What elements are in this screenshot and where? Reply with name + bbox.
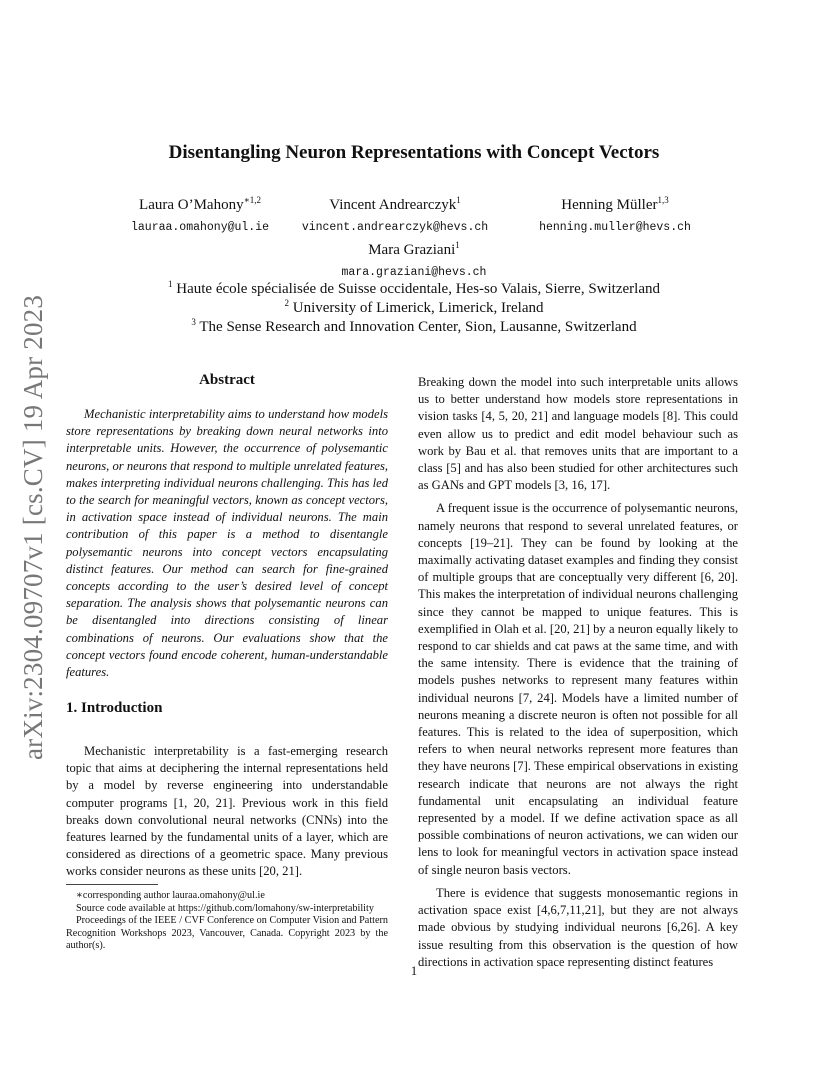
affiliation: [0, 298, 828, 317]
author-block: [290, 195, 500, 234]
author-name: Henning Müller: [561, 197, 658, 213]
affiliation: [0, 317, 828, 336]
footnote-divider: [66, 884, 158, 885]
affiliation-sup: 1: [168, 279, 173, 289]
author-sup: 1: [455, 240, 460, 250]
body-paragraph: A frequent issue is the occurrence of polysemantic neurons, namely neurons that respond to several unrelated features, or concepts [19–21]. They can be found by looking at the maximally activating dataset examples and finding they consist of multiple groups that are conceptually very different [6, 20]. This makes the interpretation of individual neurons challenging since they cannot be mapped to unique features. This is exemplified in Olah et al. [20, 21] by a neuron equally likely to respond to car shields and cat paws at the same time, and with the same intensity. There is evidence that the training of models pushes networks to represent many features within individual neurons [7, 24]. Models have a limited number of neurons meaning a discrete neuron is often not possible for all features. This is related to the idea of superposition, which refers to when neural networks represent more features than they have neurons [7]. These empirical observations in existing research indicate that neurons are not always the right fundamental unit encapsulating an individual feature represented by a model. If we define activation space as all possible combinations of neuron activations, we can widen our lens to look for meaningful vectors in activation space instead of single neuron basis vectors.: [418, 501, 739, 877]
author-block: [520, 195, 710, 234]
abstract-body: [66, 406, 388, 681]
affiliation-sup: 3: [191, 317, 196, 327]
abstract-heading: Abstract: [199, 372, 255, 388]
author-block: [100, 195, 300, 234]
author-email: vincent.andrearczyk@hevs.ch: [301, 221, 489, 234]
affiliation-text: The Sense Research and Innovation Center, Sion, Lausanne, Switzerland: [199, 319, 637, 335]
author-name: Laura O’Mahony: [139, 197, 244, 213]
abstract-text: Mechanistic interpretability aims to understand how models store representations by breaking down neural networks into interpretable units. However, the occurrence of polysemantic neurons, or neurons that respond to multiple unrelated features, makes interpreting individual neurons challenging. This has led to the search for meaningful vectors, known as concept vectors, in activation space instead of individual neurons. The main contribution of this paper is a method to disentangle polysemantic neurons into concept vectors encapsulating distinct features. Our method can search for fine-grained concepts according to the user’s desired level of concept separation. The analysis shows that polysemantic neurons can be disentangled into directions consisting of linear combinations of neurons. Our evaluations show that the concept vectors found encode coherent, human-understandable features.: [66, 407, 388, 680]
affiliation-text: Haute école spécialisée de Suisse occidentale, Hes-so Valais, Sierre, Switzerland: [176, 281, 660, 297]
intro-body: [66, 743, 388, 881]
intro-heading: 1. Introduction: [66, 700, 163, 716]
author-email: mara.graziani@hevs.ch: [341, 266, 487, 279]
page-number: 1: [410, 964, 418, 978]
affiliation: [0, 279, 828, 298]
author-block: [314, 240, 514, 279]
author-sup: ∗1,2: [243, 195, 261, 205]
author-email: henning.muller@hevs.ch: [539, 221, 691, 234]
arxiv-side-stamp: arXiv:2304.09707v1 [cs.CV] 19 Apr 2023: [18, 294, 48, 760]
paper-title: Disentangling Neuron Representations with Concept Vectors: [168, 142, 660, 163]
body-paragraph: There is evidence that suggests monosemantic regions in activation space exist [4,6,7,11,21], but they are not always made obvious by studying individual neurons [6,26]. A key issue resulting from this observation is the question of how directions in activation space representing distinct features: [418, 885, 738, 969]
footnote: Proceedings of the IEEE / CVF Conference on Computer Vision and Pattern Recognition Workshops 2023, Vancouver, Canada. Copyright 2023 by the author(s).: [66, 915, 388, 952]
author-email: lauraa.omahony@ul.ie: [130, 221, 270, 234]
footnotes: [66, 890, 388, 953]
footnote: [66, 903, 388, 916]
affiliation-text: University of Limerick, Limerick, Ireland: [292, 300, 544, 316]
author-name: Vincent Andrearczyk: [329, 197, 457, 213]
author-sup: 1: [456, 195, 461, 205]
author-sup: 1,3: [657, 195, 669, 205]
right-column: [418, 374, 738, 971]
author-name: Mara Graziani: [368, 242, 456, 258]
body-paragraph: Breaking down the model into such interpretable units allows us to better understand how models store representations in vision tasks [4, 5, 20, 21] and language models [8]. This could even allow us to predict and edit model behaviour such as work by Bau et al. that removes units that are important to a class [5] and has also been studied for other architectures such as GANs and GPT models [3, 16, 17].: [418, 375, 738, 493]
footnote-text: Source code available at https://github.com/lomahony/sw-interpretability: [76, 902, 374, 914]
intro-paragraph: Mechanistic interpretability is a fast-emerging research topic that aims at deciphering the internal representations held by a model by reverse engineering into understandable computer programs [1, 20, 21]. Previous work in this field breaks down convolutional neural networks (CNNs) into the features learned by the fundamental units of a layer, which are considered as directions of a geometric space. Many previous works consider neurons as these units [20, 21].: [66, 744, 388, 879]
affiliation-sup: 2: [284, 298, 289, 308]
footnote: ∗corresponding author lauraa.omahony@ul.ie: [76, 890, 265, 901]
